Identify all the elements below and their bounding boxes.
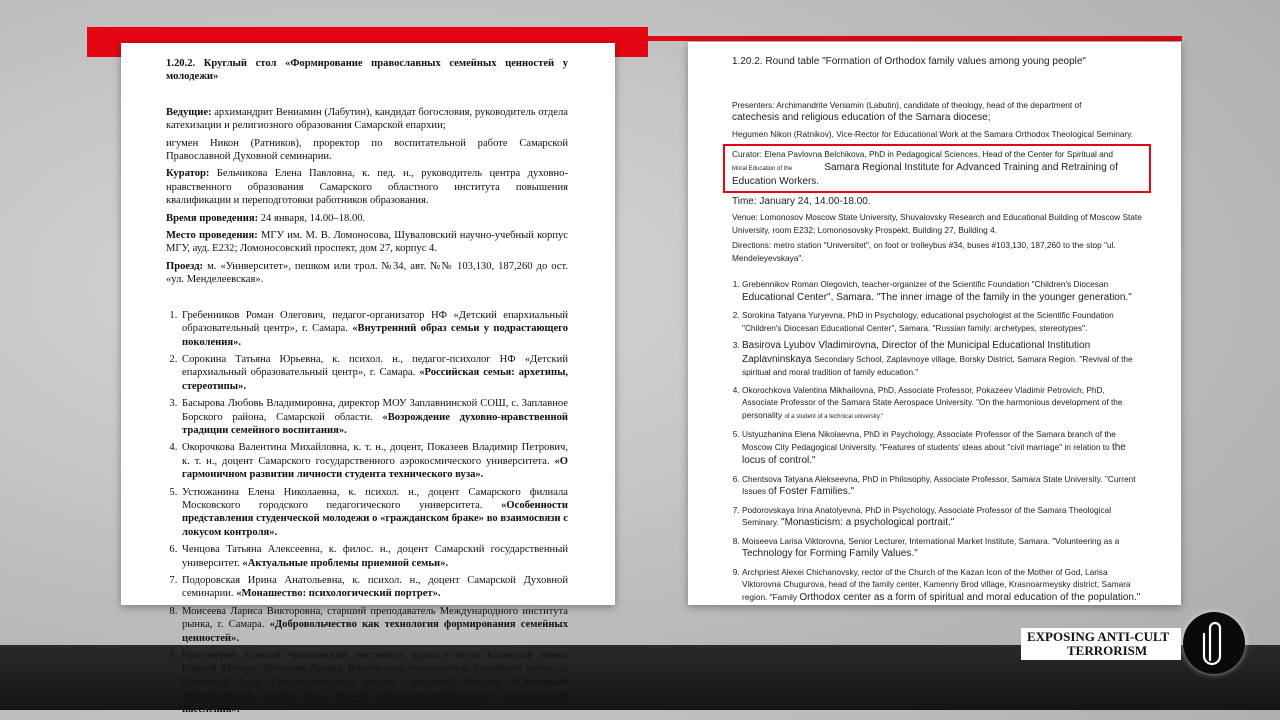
list-item	[742, 278, 1142, 304]
item-text: Ченцова Татьяна Алексеевна, к. филос. н., доцент Самарский государственный университет.	[182, 544, 568, 569]
venue-label: Место проведения:	[166, 230, 258, 242]
item-text: Archpriest Alexei Chichanovsky, rector of the Church of the Kazan Icon of the Mother of God, Larisa Viktorovna Chugurova, head of the family center, Kamenny Brod village, Krasnoarmeysky district, Samara region. "Family	[742, 566, 1131, 602]
venue-paragraph	[166, 229, 568, 256]
logo-line1: EXPOSING ANTI-CULT	[1027, 629, 1170, 644]
doc-title: 1.20.2. Круглый стол «Формирование православных семейных ценностей у молодежи»	[166, 58, 568, 83]
item-text: Sorokina Tatyana Yuryevna, PhD in Psychology, educational psychologist at the Scientific Foundation "Children's Diocesan Educational Center", Samara. "Russian family: archetypes, stereotypes".	[742, 310, 1114, 333]
item-tail: the locus of control."	[742, 441, 1126, 466]
item-tail: of a student of a technical university."	[784, 413, 884, 420]
presenters-label: Ведущие:	[166, 106, 212, 118]
item-text: Протоиерей Алексий Чичановский, настоятель храма в честь Казанской иконы Божией Матери, Чугурова Лариса Викторовна, руководитель семейного центр, с. Каменный Брод Красноармейского района Самарской области.	[182, 650, 568, 688]
doc-title: 1.20.2. Round table "Formation of Orthodox family values among young people"	[732, 56, 1086, 67]
item-text: Basirova Lyubov Vladimirovna, Director of the Municipal Educational Institution Zaplavninskaya	[742, 340, 1091, 365]
russian-document-text	[166, 57, 568, 720]
brand-logo	[1021, 628, 1181, 660]
item-text: Сорокина Татьяна Юрьевна, к. психол. н., педагог-психолог НФ «Детский епархиальный образовательный центр», г. Самара.	[182, 353, 568, 379]
item-topic: «Российская семья: архетипы, стереотипы».	[182, 367, 568, 392]
curator-text: Curator: Elena Pavlovna Belchikova, PhD in Pedagogical Sciences, Head of the Center for Spiritual and	[732, 149, 1113, 159]
curator-label: Куратор:	[166, 168, 210, 180]
list-item	[180, 441, 568, 481]
item-text: Ustyuzhanina Elena Nikolaevna, PhD in Psychology, Associate Professor of the Samara branch of the Moscow City Pedagogical University. "Features of students' ideas about "civil marriage" in relation to	[742, 429, 1116, 452]
item-text: Басырова Любовь Владимировна, директор МОУ Заплавнинской СОШ, с. Заплавное Борского района, Самарской области.	[182, 398, 568, 423]
list-item	[180, 649, 568, 716]
item-tail: Technology for Forming Family Values."	[742, 548, 918, 559]
list-item	[742, 384, 1142, 424]
time-paragraph: Time: January 24, 14.00-18.00.	[732, 195, 871, 207]
item-topic: «Возрождение духовно-нравственной традиции семейного воспитания».	[182, 411, 568, 436]
directions-paragraph	[166, 260, 568, 287]
item-tail: Secondary School, Zaplavnoye village, Borsky District, Samara Region. "Revival of the spiritual and moral tradition of family education."	[742, 353, 1133, 377]
item-topic: «Добровольчество как технология формирования семейных ценностей».	[182, 619, 568, 644]
item-topic: «Актуальные проблемы приемной семьи».	[242, 557, 449, 569]
item-text: Okorochkova Valentina Mikhailovna, PhD, Associate Professor, Pokazeev Vladimir Petrovich, PhD, Associate Professor of the Samara State Aerospace University. "On the harmonious development of the personality	[742, 384, 1123, 420]
directions-paragraph: Directions: metro station "Universitet", on foot or trolleybus #34, buses #103,130, 187,260 to the stop "ul. Mendeleyevskaya".	[732, 240, 1116, 263]
item-text: Гребенников Роман Олегович, педагог-организатор НФ «Детский епархиальный образовательный центр», г. Самара.	[182, 309, 568, 335]
item-text: Podorovskaya Irina Anatolyevna, PhD in Psychology, Associate Professor of the Samara Theological Seminary.	[742, 504, 1112, 527]
list-item	[180, 574, 568, 601]
time-label: Время проведения:	[166, 212, 259, 224]
speaker-list	[732, 278, 1142, 604]
presenters-paragraph	[166, 106, 568, 133]
list-item	[180, 486, 568, 540]
item-text: Moiseeva Larisa Viktorovna, Senior Lecturer, International Market Institute, Samara. "Volunteering as a	[742, 535, 1120, 546]
venue-text: МГУ им. М. В. Ломоносова, Шуваловский научно-учебный корпус МГУ, ауд. Е232; Ломоносовский проспект, дом 27, корпус 4.	[166, 230, 568, 255]
item-topic: «Внутренний образ семьи у подрастающего поколения».	[182, 323, 568, 348]
item-topic: «Особенности представления студенческой молодежи о «гражданском браке» во взаимосвязи с локусом контроля».	[182, 499, 568, 538]
list-item	[180, 309, 568, 349]
list-item	[742, 309, 1142, 334]
item-topic: «Монашеcтво: психологический портрет».	[236, 588, 441, 600]
list-item	[742, 504, 1142, 530]
directions-text: м. «Университет», пешком или трол. №34, авт. №№ 103,130, 187,260 до ост. «ул. Менделеевская».	[166, 260, 568, 286]
curator-paragraph	[166, 167, 568, 207]
item-tail: Educational Center", Samara. "The inner image of the family in the younger generation."	[742, 291, 1132, 303]
list-item	[742, 473, 1142, 499]
item-text: Chentsova Tatyana Alekseevna, PhD in Philosophy, Associate Professor, Samara State University. "Current Issues	[742, 473, 1136, 496]
list-item	[180, 397, 568, 437]
item-tail: Orthodox center as a form of spiritual and moral education of the population."	[799, 591, 1141, 603]
item-text: Подоровская Ирина Анатольевна, к. психол. н., доцент Самарской Духовной семинарии.	[182, 575, 568, 600]
item-topic: «Семейный православный центр как форма духовно-нравственного просвещения населения».	[182, 676, 568, 715]
item-text: Окорочкова Валентина Михайловна, к. т. н., доцент, Показеев Владимир Петрович, к. т. н., доцент Самарского государственного аэрокосмического университета.	[182, 442, 568, 467]
time-paragraph	[166, 212, 568, 225]
list-item	[742, 428, 1142, 468]
presenters-text-cont: catechesis and religious education of the Samara diocese;	[732, 112, 991, 123]
list-item	[180, 353, 568, 393]
time-text: 24 января, 14.00–18.00.	[258, 212, 366, 224]
item-tail: "Monasticism: a psychological portrait."	[781, 517, 955, 528]
presenter2-paragraph: Hegumen Nikon (Ratnikov), Vice-Rector for Educational Work at the Samara Orthodox Theological Seminary.	[732, 128, 1134, 139]
list-item	[180, 605, 568, 645]
curator-text: Бельчикова Елена Павловна, к. пед. н., руководитель центра духовно-нравственного образования Самарского областного института повышения квалификации и переподготовки работников образования.	[166, 168, 568, 207]
logo-line2: TERRORISM	[1067, 643, 1148, 658]
english-translation-page	[688, 42, 1181, 605]
paperclip-icon	[1183, 612, 1245, 674]
curator-text-large: Samara Regional Institute for Advanced Training and Retraining of Education Workers.	[732, 161, 1118, 187]
list-item	[742, 566, 1142, 605]
curator-text-small: Moral Education of the	[732, 165, 793, 172]
presenter2-paragraph: игумен Никон (Ратников), проректор по воспитательной работе Самарской Православной Духовной семинарии.	[166, 137, 568, 163]
presenters-text: архимандрит Вениамин (Лабутин), кандидат богословия, руководитель отдела катехизации и религиозного образования Самарской епархии;	[166, 106, 568, 132]
item-tail: of Foster Families."	[768, 486, 855, 497]
curator-highlight-box	[723, 144, 1151, 193]
presenters-paragraph	[732, 99, 1142, 125]
red-accent-line	[648, 36, 1182, 41]
presenters-text: Presenters: Archimandrite Veniamin (Labutin), candidate of theology, head of the department of	[732, 99, 1082, 110]
item-text: Grebennikov Roman Olegovich, teacher-organizer of the Scientific Foundation "Children's Diocesan	[742, 279, 1109, 289]
item-text: Моисеева Лариса Викторовна, старший преподаватель Международного института рынка, г. Самара.	[182, 605, 568, 631]
item-topic: «О гармоничном развитии личности студента технического вуза».	[182, 455, 568, 481]
item-text: Устюжанина Елена Николаевна, к. психол. н., доцент Самарского филиала Московского городского педагогического университета.	[182, 486, 568, 511]
list-item	[180, 543, 568, 570]
speaker-list	[166, 309, 568, 716]
english-document-text	[732, 56, 1142, 609]
russian-document-page	[121, 43, 615, 715]
list-item	[742, 535, 1142, 561]
directions-label: Проезд:	[166, 260, 204, 272]
venue-paragraph: Venue: Lomonosov Moscow State University, Shuvalovsky Research and Educational Building of Moscow State University, room E232; Lomonosovsky Prospekt, Building 27, Building 4.	[732, 212, 1142, 235]
list-item	[742, 339, 1142, 379]
